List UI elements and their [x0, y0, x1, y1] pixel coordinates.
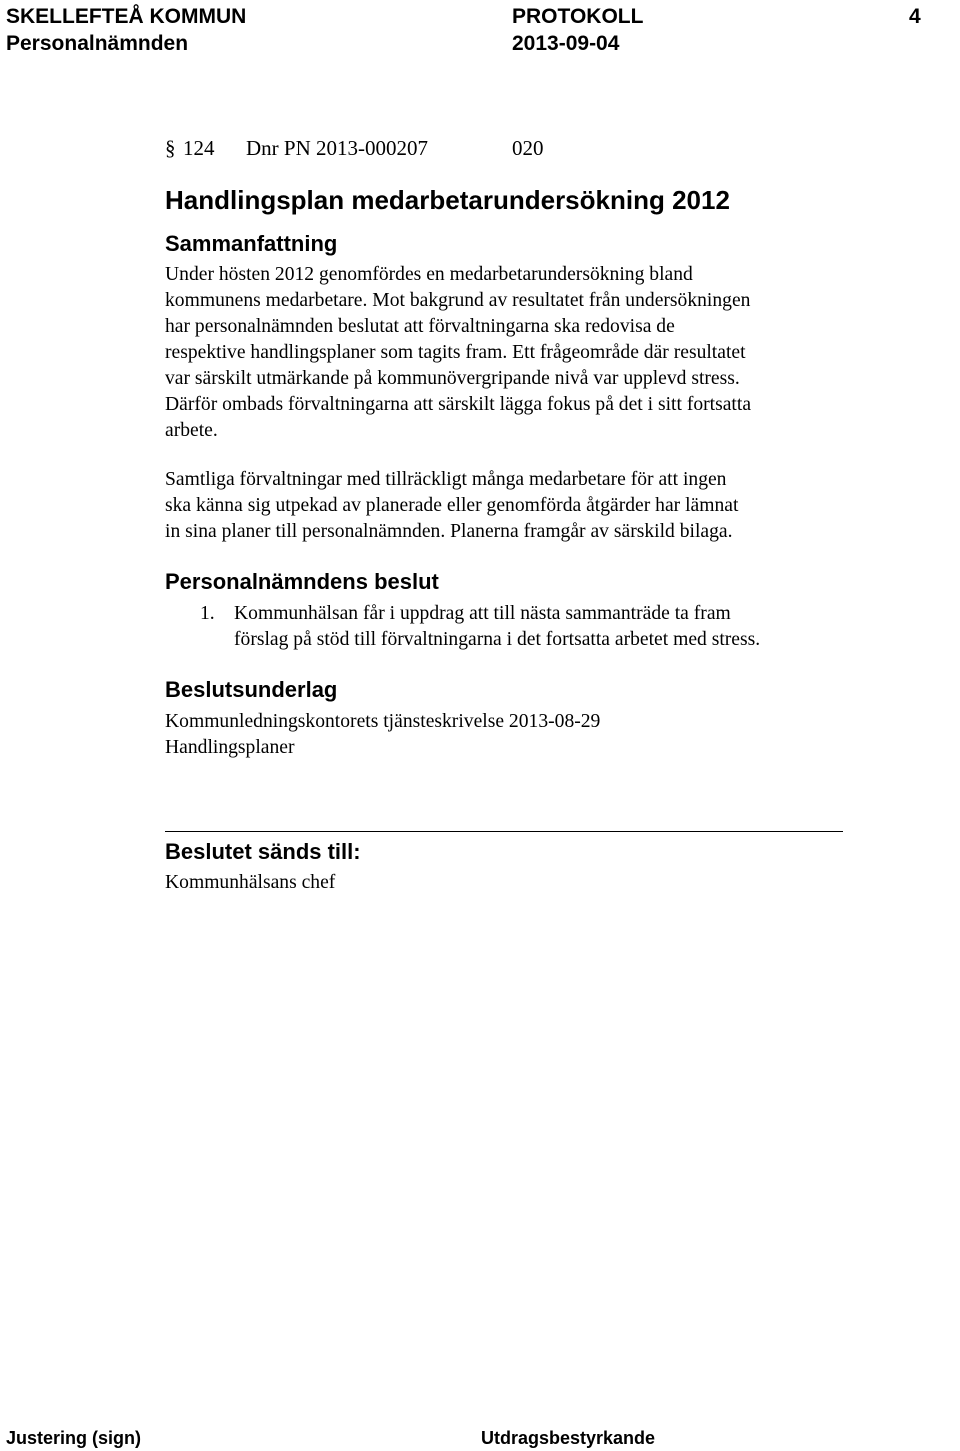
- list-item: Kommunhälsans chef: [165, 872, 336, 893]
- sent-to-list: [165, 870, 335, 896]
- decision-item-text: [234, 601, 760, 653]
- header-body-name: Personalnämnden: [6, 32, 189, 55]
- text-line: in sina planer till personalnämnden. Planerna framgår av särskild bilaga.: [165, 521, 733, 542]
- section-number: 124: [183, 136, 215, 160]
- list-item: Handlingsplaner: [165, 737, 295, 758]
- text-line: var särskilt utmärkande på kommunövergripande nivå var upplevd stress.: [165, 368, 740, 389]
- section-dnr: Dnr PN 2013-000207: [246, 136, 428, 160]
- summary-heading: Sammanfattning: [165, 231, 338, 256]
- text-line: Kommunhälsan får i uppdrag att till nästa sammanträde ta fram: [234, 603, 731, 624]
- page-title: Handlingsplan medarbetarundersökning 2012: [165, 185, 730, 215]
- basis-heading: Beslutsunderlag: [165, 677, 338, 702]
- text-line: ska känna sig utpekad av planerade eller genomförda åtgärder har lämnat: [165, 495, 739, 516]
- section-code: 020: [512, 136, 544, 160]
- header-doc-type: PROTOKOLL: [512, 5, 644, 28]
- decision-item-number: 1.: [200, 603, 215, 624]
- text-line: har personalnämnden beslutat att förvaltningarna ska redovisa de: [165, 316, 675, 337]
- footer-utdragsbestyrkande: Utdragsbestyrkande: [481, 1428, 656, 1448]
- text-line: Under hösten 2012 genomfördes en medarbetarundersökning bland: [165, 264, 693, 285]
- divider: [165, 831, 843, 832]
- header-date: 2013-09-04: [512, 32, 620, 55]
- text-line: respektive handlingsplaner som tagits fram. Ett frågeområde där resultatet: [165, 342, 746, 363]
- decision-heading: Personalnämndens beslut: [165, 569, 439, 594]
- text-line: förslag på stöd till förvaltningarna i det fortsatta arbetet med stress.: [234, 629, 761, 650]
- list-item: Kommunledningskontorets tjänsteskrivelse 2013-08-29: [165, 711, 601, 732]
- footer-justering: Justering (sign): [6, 1428, 142, 1448]
- summary-paragraph-2: [165, 467, 738, 545]
- sent-to-heading: Beslutet sänds till:: [165, 839, 361, 864]
- section-symbol: §: [165, 136, 176, 160]
- text-line: Därför ombads förvaltningarna att särskilt lägga fokus på det i sitt fortsatta: [165, 394, 752, 415]
- header-page-number: 4: [909, 5, 921, 28]
- text-line: Samtliga förvaltningar med tillräckligt många medarbetare för att ingen: [165, 469, 727, 490]
- basis-list: [165, 709, 600, 761]
- summary-paragraph-1: [165, 262, 751, 444]
- header-org: SKELLEFTEÅ KOMMUN: [6, 5, 247, 28]
- text-line: arbete.: [165, 420, 218, 441]
- text-line: kommunens medarbetare. Mot bakgrund av resultatet från undersökningen: [165, 290, 751, 311]
